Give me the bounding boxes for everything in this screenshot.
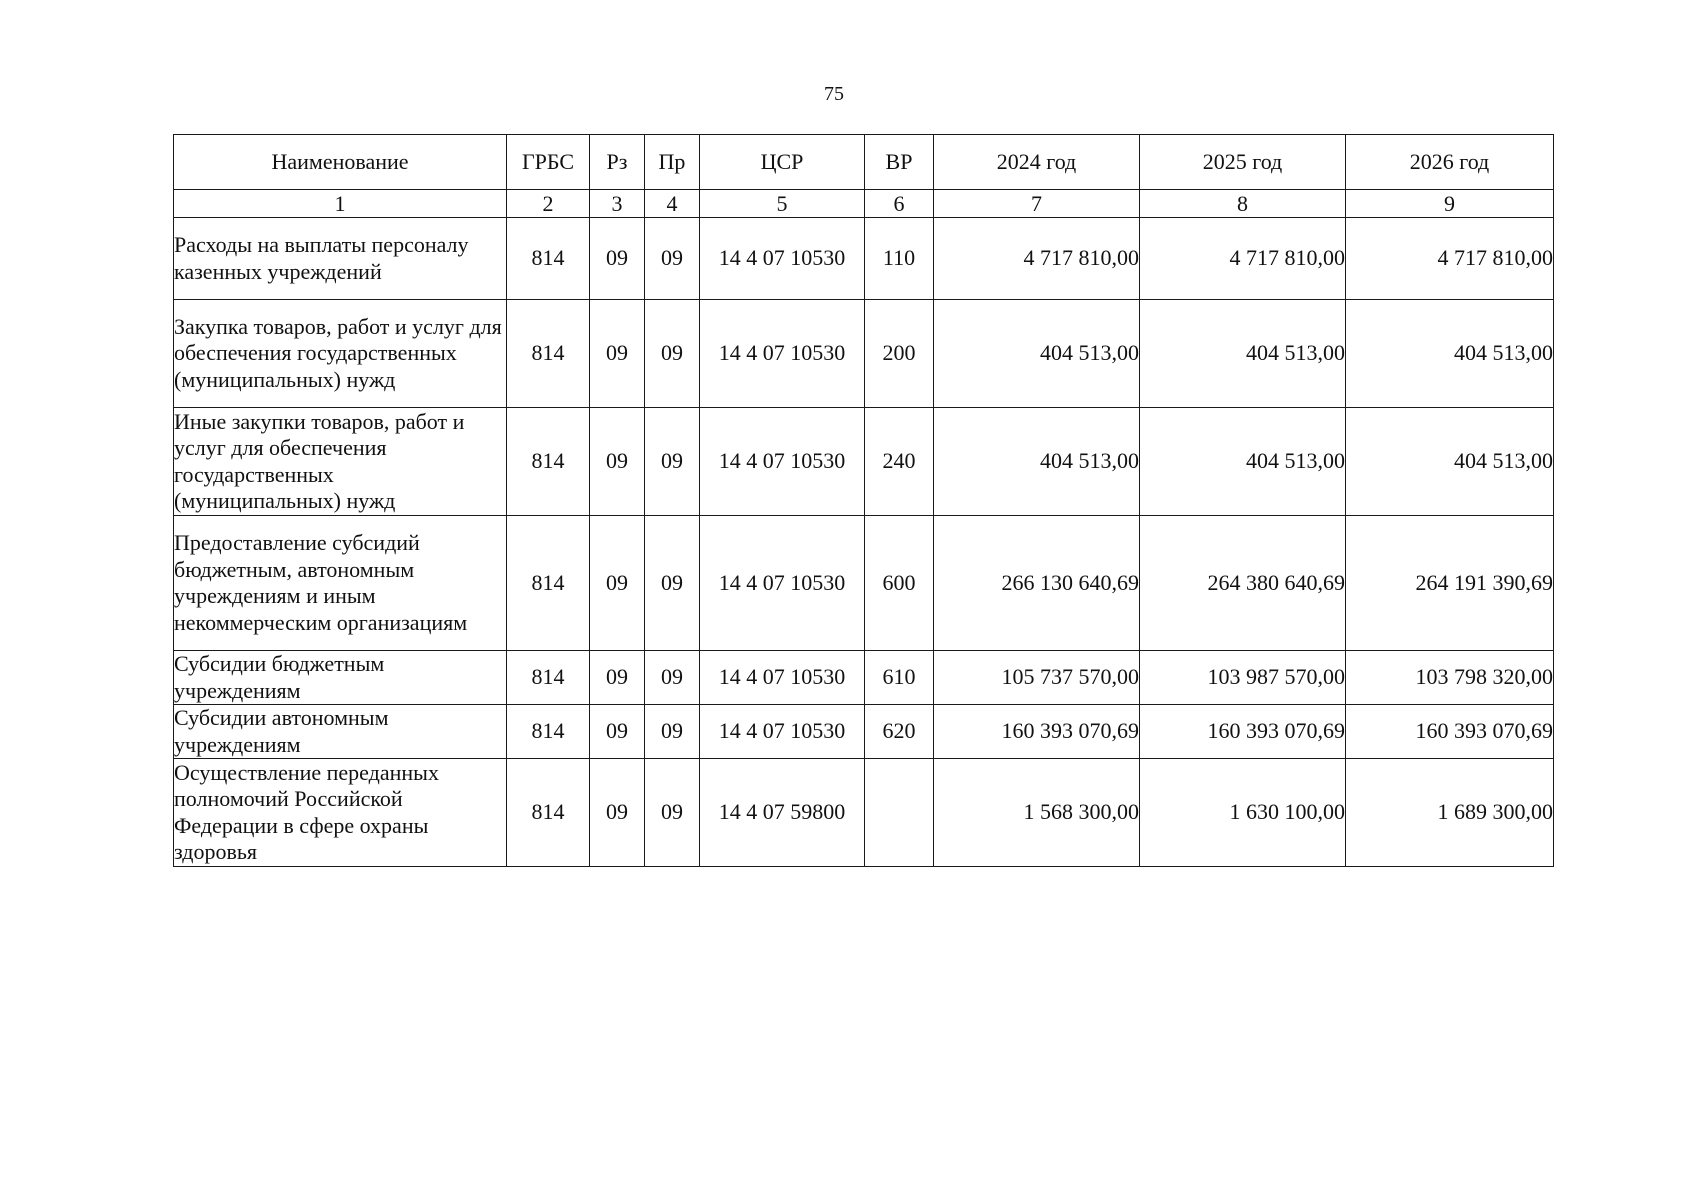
row-rz: 09 bbox=[590, 651, 645, 705]
header-name: Наименование bbox=[174, 135, 507, 190]
row-name: Осуществление переданных полномочий Российской Федерации в сфере охраны здоровья bbox=[174, 759, 507, 867]
row-grbs: 814 bbox=[507, 218, 590, 300]
row-amount-2024: 266 130 640,69 bbox=[934, 516, 1140, 651]
row-amount-2025: 404 513,00 bbox=[1140, 408, 1346, 516]
column-number: 6 bbox=[865, 190, 934, 218]
column-number: 9 bbox=[1346, 190, 1554, 218]
row-amount-2025: 1 630 100,00 bbox=[1140, 759, 1346, 867]
row-amount-2026: 404 513,00 bbox=[1346, 408, 1554, 516]
row-rz: 09 bbox=[590, 516, 645, 651]
table-row bbox=[174, 516, 1554, 651]
row-vr: 620 bbox=[865, 705, 934, 759]
row-grbs: 814 bbox=[507, 705, 590, 759]
row-grbs: 814 bbox=[507, 408, 590, 516]
row-grbs: 814 bbox=[507, 651, 590, 705]
row-csr: 14 4 07 10530 bbox=[700, 651, 865, 705]
row-amount-2026: 404 513,00 bbox=[1346, 300, 1554, 408]
row-csr: 14 4 07 10530 bbox=[700, 705, 865, 759]
column-number-row bbox=[174, 190, 1554, 218]
row-grbs: 814 bbox=[507, 759, 590, 867]
column-number: 3 bbox=[590, 190, 645, 218]
header-pr: Пр bbox=[645, 135, 700, 190]
row-csr: 14 4 07 10530 bbox=[700, 218, 865, 300]
row-csr: 14 4 07 59800 bbox=[700, 759, 865, 867]
row-grbs: 814 bbox=[507, 516, 590, 651]
row-rz: 09 bbox=[590, 408, 645, 516]
row-amount-2025: 103 987 570,00 bbox=[1140, 651, 1346, 705]
row-rz: 09 bbox=[590, 759, 645, 867]
table-row bbox=[174, 759, 1554, 867]
row-name: Расходы на выплаты персоналу казенных учреждений bbox=[174, 218, 507, 300]
row-amount-2025: 404 513,00 bbox=[1140, 300, 1346, 408]
row-vr: 240 bbox=[865, 408, 934, 516]
row-vr bbox=[865, 759, 934, 867]
row-amount-2024: 1 568 300,00 bbox=[934, 759, 1140, 867]
row-rz: 09 bbox=[590, 300, 645, 408]
row-csr: 14 4 07 10530 bbox=[700, 300, 865, 408]
row-amount-2024: 404 513,00 bbox=[934, 300, 1140, 408]
page-number: 75 bbox=[824, 83, 844, 105]
row-vr: 110 bbox=[865, 218, 934, 300]
row-grbs: 814 bbox=[507, 300, 590, 408]
row-csr: 14 4 07 10530 bbox=[700, 516, 865, 651]
row-pr: 09 bbox=[645, 408, 700, 516]
table-row bbox=[174, 705, 1554, 759]
row-amount-2026: 103 798 320,00 bbox=[1346, 651, 1554, 705]
column-number: 8 bbox=[1140, 190, 1346, 218]
column-number: 1 bbox=[174, 190, 507, 218]
row-pr: 09 bbox=[645, 300, 700, 408]
row-amount-2024: 404 513,00 bbox=[934, 408, 1140, 516]
row-rz: 09 bbox=[590, 705, 645, 759]
header-grbs: ГРБС bbox=[507, 135, 590, 190]
header-2026: 2026 год bbox=[1346, 135, 1554, 190]
header-2024: 2024 год bbox=[934, 135, 1140, 190]
budget-table bbox=[173, 134, 1554, 867]
header-vr: ВР bbox=[865, 135, 934, 190]
column-number: 4 bbox=[645, 190, 700, 218]
row-name: Субсидии бюджетным учреждениям bbox=[174, 651, 507, 705]
row-csr: 14 4 07 10530 bbox=[700, 408, 865, 516]
row-amount-2026: 160 393 070,69 bbox=[1346, 705, 1554, 759]
row-amount-2024: 160 393 070,69 bbox=[934, 705, 1140, 759]
header-rz: Рз bbox=[590, 135, 645, 190]
row-amount-2025: 264 380 640,69 bbox=[1140, 516, 1346, 651]
header-2025: 2025 год bbox=[1140, 135, 1346, 190]
row-vr: 600 bbox=[865, 516, 934, 651]
row-vr: 200 bbox=[865, 300, 934, 408]
row-pr: 09 bbox=[645, 651, 700, 705]
row-pr: 09 bbox=[645, 705, 700, 759]
row-rz: 09 bbox=[590, 218, 645, 300]
column-number: 5 bbox=[700, 190, 865, 218]
row-amount-2024: 4 717 810,00 bbox=[934, 218, 1140, 300]
header-row bbox=[174, 135, 1554, 190]
row-pr: 09 bbox=[645, 759, 700, 867]
row-amount-2024: 105 737 570,00 bbox=[934, 651, 1140, 705]
table-row bbox=[174, 218, 1554, 300]
row-amount-2025: 160 393 070,69 bbox=[1140, 705, 1346, 759]
row-amount-2026: 4 717 810,00 bbox=[1346, 218, 1554, 300]
row-pr: 09 bbox=[645, 218, 700, 300]
column-number: 2 bbox=[507, 190, 590, 218]
table-row bbox=[174, 651, 1554, 705]
row-amount-2026: 264 191 390,69 bbox=[1346, 516, 1554, 651]
table-row bbox=[174, 408, 1554, 516]
row-amount-2025: 4 717 810,00 bbox=[1140, 218, 1346, 300]
row-name: Предоставление субсидий бюджетным, автономным учреждениям и иным некоммерческим организациям bbox=[174, 516, 507, 651]
row-name: Иные закупки товаров, работ и услуг для обеспечения государственных (муниципальных) нужд bbox=[174, 408, 507, 516]
row-name: Субсидии автономным учреждениям bbox=[174, 705, 507, 759]
column-number: 7 bbox=[934, 190, 1140, 218]
row-name: Закупка товаров, работ и услуг для обеспечения государственных (муниципальных) нужд bbox=[174, 300, 507, 408]
header-csr: ЦСР bbox=[700, 135, 865, 190]
row-amount-2026: 1 689 300,00 bbox=[1346, 759, 1554, 867]
row-pr: 09 bbox=[645, 516, 700, 651]
row-vr: 610 bbox=[865, 651, 934, 705]
table-row bbox=[174, 300, 1554, 408]
